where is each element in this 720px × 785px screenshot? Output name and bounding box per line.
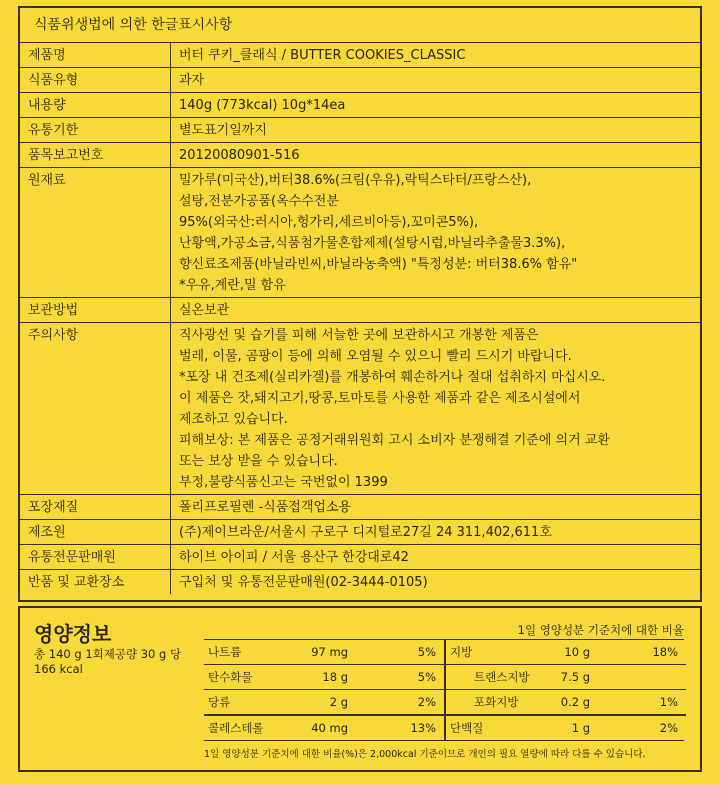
nutrient-name: 당류 xyxy=(208,695,231,709)
nutrient-name: 트랜스지방 xyxy=(474,670,530,684)
nutrition-title: 영양정보 xyxy=(34,622,112,646)
info-row-label: 품목보고번호 xyxy=(20,143,171,168)
info-value-line: 피해보상: 본 제품은 공정거래위원회 고시 소비자 분쟁해결 기준에 의거 교환 xyxy=(179,433,610,448)
nutrient-row xyxy=(204,690,444,716)
info-row-label: 내용량 xyxy=(20,93,171,118)
info-value-line: 또는 보상 받을 수 있습니다. xyxy=(179,454,338,469)
nutrient-amount: 10 g xyxy=(564,645,590,659)
nutrient-percent: 2% xyxy=(417,695,436,709)
calories: 166 kcal xyxy=(34,662,83,676)
nutrient-row xyxy=(446,640,686,665)
info-value-line: 20120080901-516 xyxy=(179,148,300,163)
info-row xyxy=(20,68,700,93)
info-row-label: 제조원 xyxy=(20,520,171,545)
nutrient-percent: 2% xyxy=(659,721,678,735)
info-value-line: 버터 쿠키_클래식 / BUTTER COOKIES_CLASSIC xyxy=(179,48,466,63)
info-row-value xyxy=(171,545,701,570)
nutrient-amount: 7.5 g xyxy=(560,670,590,684)
nutrient-amount: 18 g xyxy=(322,670,348,684)
nutrient-row xyxy=(204,716,444,740)
info-row-label: 식품유형 xyxy=(20,68,171,93)
info-row-label: 보관방법 xyxy=(20,298,171,323)
info-value-line: 향신료조제품(바닐라빈씨,바닐라농축액) "특정성분: 버터38.6% 함유" xyxy=(179,257,578,272)
info-row-label: 주의사항 xyxy=(20,323,171,495)
nutrient-percent: 18% xyxy=(652,645,678,659)
nutrient-column-left xyxy=(204,640,444,740)
info-row xyxy=(20,520,700,545)
nutrient-percent: 1% xyxy=(659,695,678,709)
nutrient-name: 콜레스테롤 xyxy=(208,721,264,735)
label-header: 식품위생법에 의한 한글표시사항 xyxy=(20,8,700,43)
info-row-value xyxy=(171,495,701,520)
info-row xyxy=(20,118,700,143)
nutrient-row xyxy=(204,665,444,690)
nutrient-name: 나트륨 xyxy=(208,645,242,659)
product-info-table xyxy=(20,43,700,594)
nutrient-name: 단백질 xyxy=(450,721,484,735)
info-value-line: 제조하고 있습니다. xyxy=(179,412,288,427)
info-value-line: (주)제이브라운/서울시 구로구 디지털로27길 24 311,402,611호 xyxy=(179,525,552,540)
nutrient-row xyxy=(204,640,444,665)
info-value-line: 과자 xyxy=(179,73,205,88)
info-value-line: 밀가루(미국산),버터38.6%(크림(우유),락틱스타터/프랑스산), xyxy=(179,173,532,188)
nutrient-percent: 5% xyxy=(417,670,436,684)
info-row-label: 제품명 xyxy=(20,43,171,68)
info-row-label: 반품 및 교환장소 xyxy=(20,570,171,595)
nutrient-row xyxy=(446,716,686,740)
info-value-line: 95%(외국산:러시아,헝가리,세르비아등),꼬미콘5%), xyxy=(179,215,479,230)
info-row-value xyxy=(171,168,701,298)
info-row xyxy=(20,143,700,168)
info-row-label: 원재료 xyxy=(20,168,171,298)
info-value-line: 설탕,전분가공품(옥수수전분 xyxy=(179,194,339,209)
info-value-line: 부정,불량식품신고는 국번없이 1399 xyxy=(179,475,388,490)
info-value-line: 하이브 아이피 / 서울 용산구 한강대로42 xyxy=(179,550,409,565)
info-value-line: 140g (773kcal) 10g*14ea xyxy=(179,98,346,113)
info-row xyxy=(20,93,700,118)
info-row-value xyxy=(171,570,701,595)
nutrient-percent: 5% xyxy=(417,645,436,659)
info-row xyxy=(20,168,700,298)
nutrient-percent: 13% xyxy=(410,721,436,735)
nutrient-name: 지방 xyxy=(450,645,473,659)
nutrient-row xyxy=(446,690,686,716)
nutrient-name: 탄수화물 xyxy=(208,670,253,684)
nutrient-row xyxy=(446,665,686,690)
info-value-line: 폴리프로필렌 -식품접객업소용 xyxy=(179,500,352,515)
info-row-value xyxy=(171,323,701,495)
info-row xyxy=(20,545,700,570)
info-row-value xyxy=(171,520,701,545)
info-value-line: *우유,계란,밀 함유 xyxy=(179,278,286,293)
info-row-value xyxy=(171,93,701,118)
info-row-value xyxy=(171,68,701,93)
nutrient-amount: 40 mg xyxy=(311,721,348,735)
info-row xyxy=(20,43,700,68)
info-value-line: 난황액,가공소금,식품첨가물혼합제제(설탕시럽,바닐라추출물3.3%), xyxy=(179,236,566,251)
info-row-value xyxy=(171,298,701,323)
nutrient-grid xyxy=(204,639,684,741)
info-row-value xyxy=(171,43,701,68)
info-row xyxy=(20,495,700,520)
info-row xyxy=(20,298,700,323)
serving-info: 총 140 g 1회제공량 30 g 당 xyxy=(34,647,182,661)
info-value-line: 직사광선 및 습기를 피해 서늘한 곳에 보관하시고 개봉한 제품은 xyxy=(179,328,539,343)
info-value-line: 실온보관 xyxy=(179,303,230,318)
info-value-line: 벌레, 이물, 곰팡이 등에 의해 오염될 수 있으니 빨리 드시기 바랍니다. xyxy=(179,349,572,364)
info-row-label: 유통전문판매원 xyxy=(20,545,171,570)
nutrient-amount: 0.2 g xyxy=(560,695,590,709)
info-value-line: *포장 내 건조제(실리카겔)를 개봉하여 훼손하거나 절대 섭취하지 마십시오. xyxy=(179,370,606,385)
info-value-line: 구입처 및 유통전문판매원(02-3444-0105) xyxy=(179,575,428,590)
info-row-value xyxy=(171,118,701,143)
info-row xyxy=(20,570,700,595)
info-row xyxy=(20,323,700,495)
nutrition-footnote: 1일 영양성분 기준치에 대한 비율(%)은 2,000kcal 기준이므로 개인의 필요 열량에 따라 다를 수 있습니다. xyxy=(204,749,646,760)
nutrient-amount: 1 g xyxy=(571,721,590,735)
info-row-value xyxy=(171,143,701,168)
info-value-line: 별도표기일까지 xyxy=(179,123,267,138)
nutrient-column-right xyxy=(446,640,686,740)
info-value-line: 이 제품은 잣,돼지고기,땅콩,토마토를 사용한 제품과 같은 제조시설에서 xyxy=(179,391,581,406)
nutrition-panel xyxy=(18,606,702,772)
info-row-label: 유통기한 xyxy=(20,118,171,143)
nutrient-amount: 2 g xyxy=(329,695,348,709)
info-row-label: 포장재질 xyxy=(20,495,171,520)
nutrient-name: 포화지방 xyxy=(474,695,519,709)
daily-value-header: 1일 영양성분 기준치에 대한 비율 xyxy=(517,623,684,637)
food-label-panel xyxy=(18,6,702,602)
nutrient-amount: 97 mg xyxy=(311,645,348,659)
